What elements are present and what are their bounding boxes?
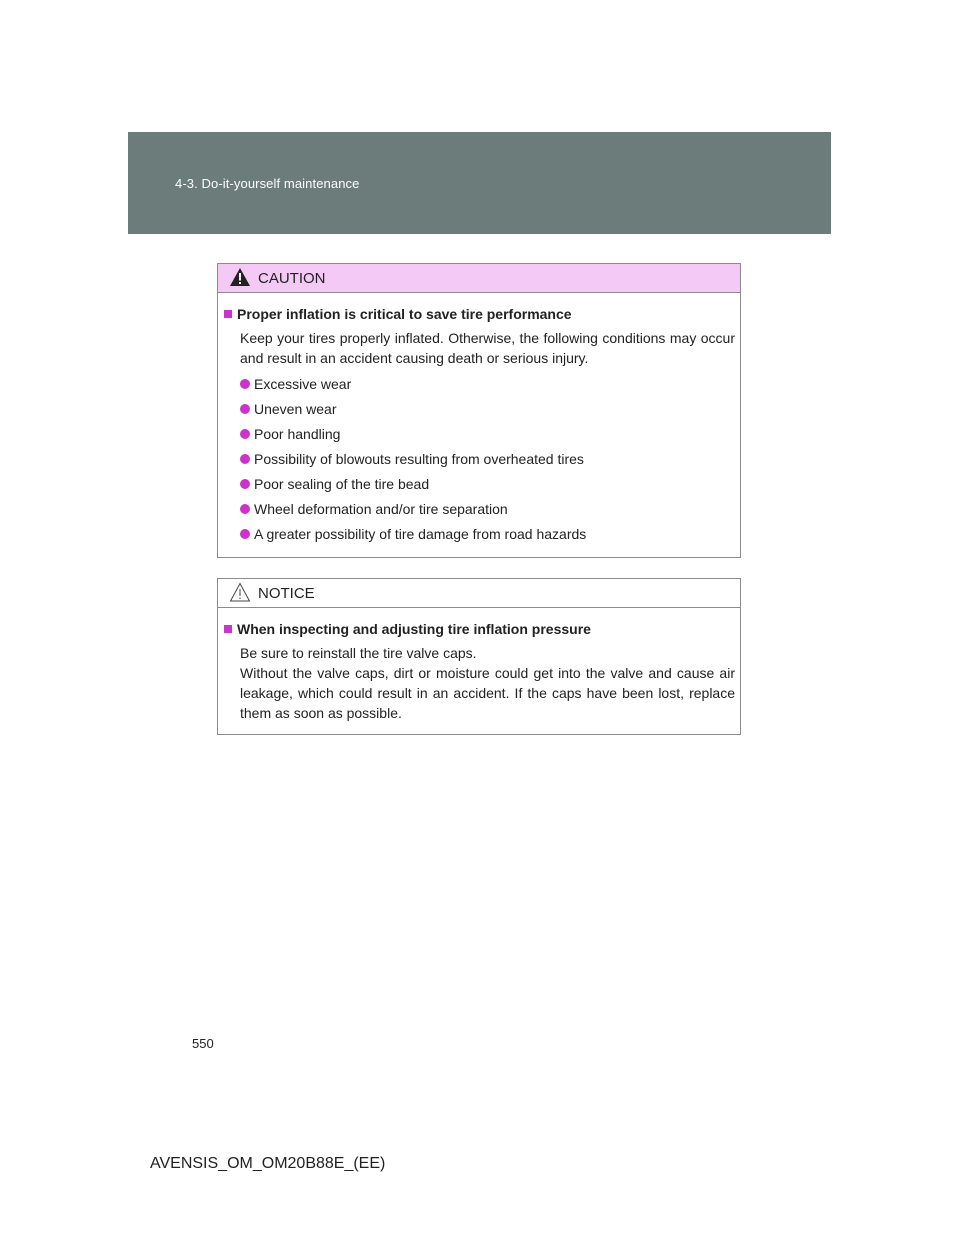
list-item: Excessive wear [240,374,735,394]
list-item: Poor handling [240,424,735,444]
caution-intro: Keep your tires properly inflated. Otherwise, the following conditions may occur and result in an accident causing death or serious injury. [240,330,735,366]
round-bullet-icon [240,479,250,489]
caution-body [218,293,740,544]
list-item: A greater possibility of tire damage from road hazards [240,524,735,544]
notice-heading-text: When inspecting and adjusting tire inflation pressure [237,621,591,637]
list-item: Poor sealing of the tire bead [240,474,735,494]
notice-line-2: Without the valve caps, dirt or moisture could get into the valve and cause air leakage, which could result in an accident. If the caps have been lost, replace them as soon as possible. [240,665,735,721]
notice-body [218,608,740,723]
round-bullet-icon [240,404,250,414]
square-bullet-icon [224,310,232,318]
list-item: Uneven wear [240,399,735,419]
notice-label: NOTICE [258,585,315,602]
section-title: 4-3. Do-it-yourself maintenance [175,176,360,191]
notice-line-1: Be sure to reinstall the tire valve caps. [240,645,477,661]
square-bullet-icon [224,625,232,633]
page-number: 550 [192,1036,214,1051]
round-bullet-icon [240,529,250,539]
round-bullet-icon [240,504,250,514]
section-header-band [128,132,831,234]
list-item: Possibility of blowouts resulting from overheated tires [240,449,735,469]
list-item: Wheel deformation and/or tire separation [240,499,735,519]
caution-header [218,264,740,293]
notice-header [218,579,740,608]
notice-heading [224,619,735,639]
round-bullet-icon [240,429,250,439]
caution-label: CAUTION [258,270,326,287]
warning-icon [229,267,251,287]
round-bullet-icon [240,379,250,389]
caution-heading [224,304,735,324]
round-bullet-icon [240,454,250,464]
notice-box [217,578,741,735]
caution-box [217,263,741,558]
document-code: AVENSIS_OM_OM20B88E_(EE) [150,1155,386,1172]
notice-triangle-icon [229,582,251,602]
caution-heading-text: Proper inflation is critical to save tire performance [237,306,572,322]
caution-list [224,374,735,544]
